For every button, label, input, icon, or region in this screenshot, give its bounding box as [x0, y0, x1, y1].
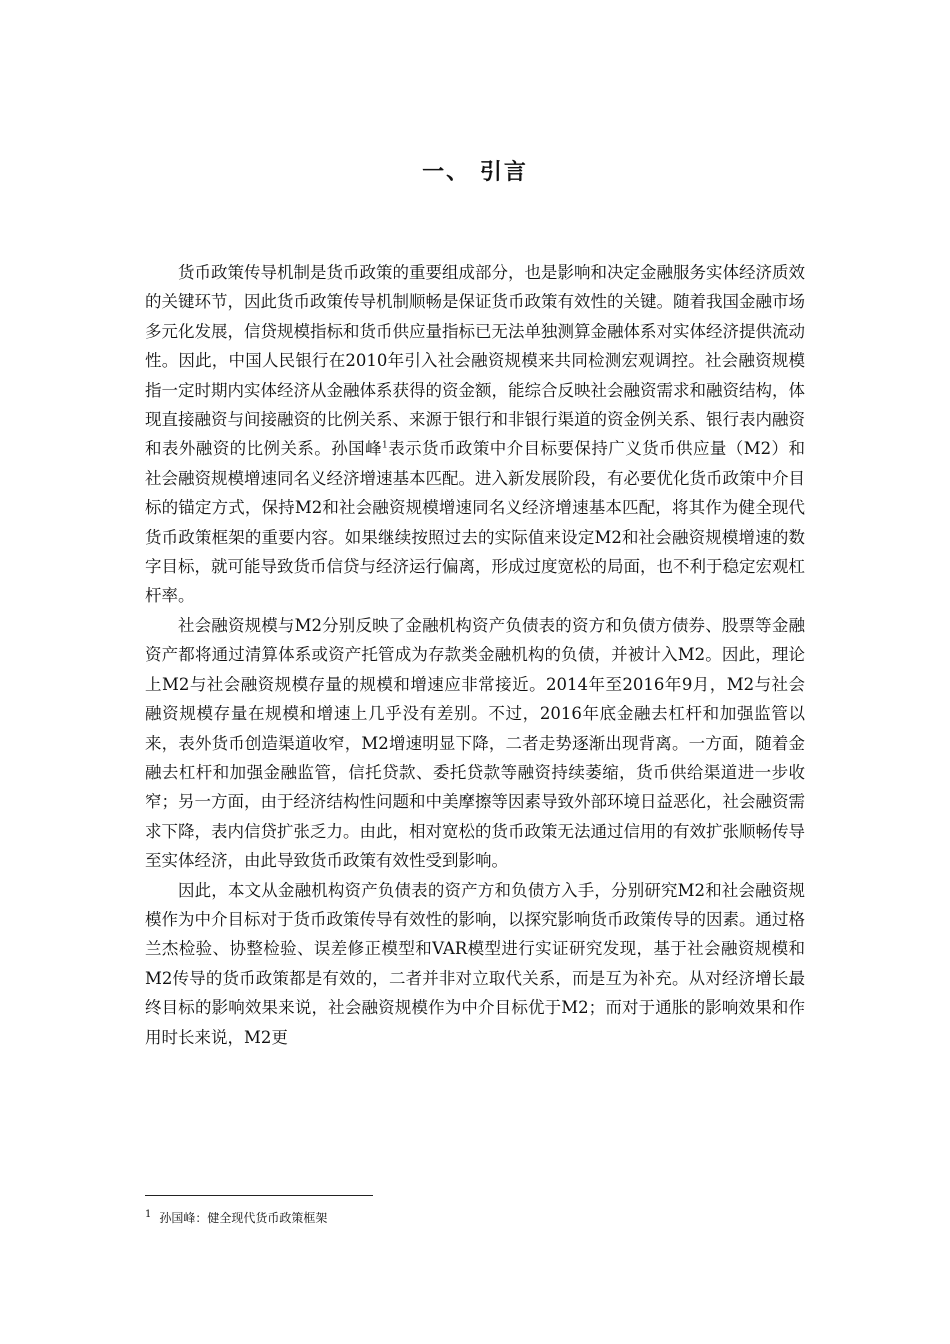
- body-text: [145, 258, 805, 1052]
- paragraph-1-text-after: 表示货币政策中介目标要保持广义货币供应量（M2）和社会融资规模增速同名义经济增速基本匹配。进入新发展阶段，有必要优化货币政策中介目标的锚定方式，保持M2和社会融资规模增速同名义经济增速基本匹配，将其作为健全现代货币政策框架的重要内容。如果继续按照过去的实际值来设定M2和社会融资规模增速的数字目标，就可能导致货币信贷与经济运行偏离，形成过度宽松的局面，也不利于稳定宏观杠杆率。: [145, 439, 805, 606]
- footnote-number: 1: [145, 1209, 152, 1220]
- section-title: 一、 引言: [422, 160, 528, 185]
- paragraph-2: 社会融资规模与M2分别反映了金融机构资产负债表的资方和负债方债券、股票等金融资产都将通过清算体系或资产托管成为存款类金融机构的负债，并被计入M2。因此，理论上M2与社会融资规模存量的规模和增速应非常接近。2014年至2016年9月，M2与社会融资规模存量在规模和增速上几乎没有差别。不过，2016年底金融去杠杆和加强监管以来，表外货币创造渠道收窄，M2增速明显下降，二者走势逐渐出现背离。一方面，随着金融去杠杆和加强金融监管，信托贷款、委托贷款等融资持续萎缩，货币供给渠道进一步收窄；另一方面，由于经济结构性问题和中美摩擦等因素导致外部环境日益恶化，社会融资需求下降，表内信贷扩张乏力。由此，相对宽松的货币政策无法通过信用的有效扩张顺畅传导至实体经济，由此导致货币政策有效性受到影响。: [145, 615, 805, 871]
- footnote-text: 孙国峰：健全现代货币政策框架: [159, 1211, 328, 1225]
- footnote-reference[interactable]: 1: [382, 440, 388, 451]
- footnote-divider: [145, 1195, 373, 1196]
- paragraph-1: [145, 258, 805, 611]
- paragraph-3: 因此，本文从金融机构资产负债表的资产方和负债方入手，分别研究M2和社会融资规模作为中介目标对于货币政策传导有效性的影响，以探究影响货币政策传导的因素。通过格兰杰检验、协整检验、误差修正模型和VAR模型进行实证研究发现，基于社会融资规模和M2传导的货币政策都是有效的，二者并非对立取代关系，而是互为补充。从对经济增长最终目标的影响效果来说，社会融资规模作为中介目标优于M2；而对于通胀的影响效果和作用时长来说，M2更: [145, 880, 805, 1047]
- paragraph-1-text-before: 货币政策传导机制是货币政策的重要组成部分，也是影响和决定金融服务实体经济质效的关键环节，因此货币政策传导机制顺畅是保证货币政策有效性的关键。随着我国金融市场多元化发展，信贷规模指标和货币供应量指标已无法单独测算金融体系对实体经济提供流动性。因此，中国人民银行在2010年引入社会融资规模来共同检测宏观调控。社会融资规模指一定时期内实体经济从金融体系获得的资金额，能综合反映社会融资需求和融资结构，体现直接融资与间接融资的比例关系、来源于银行和非银行渠道的资金例关系、银行表内融资和表外融资的比例关系。孙国峰: [145, 263, 805, 459]
- footnote: [145, 1209, 327, 1227]
